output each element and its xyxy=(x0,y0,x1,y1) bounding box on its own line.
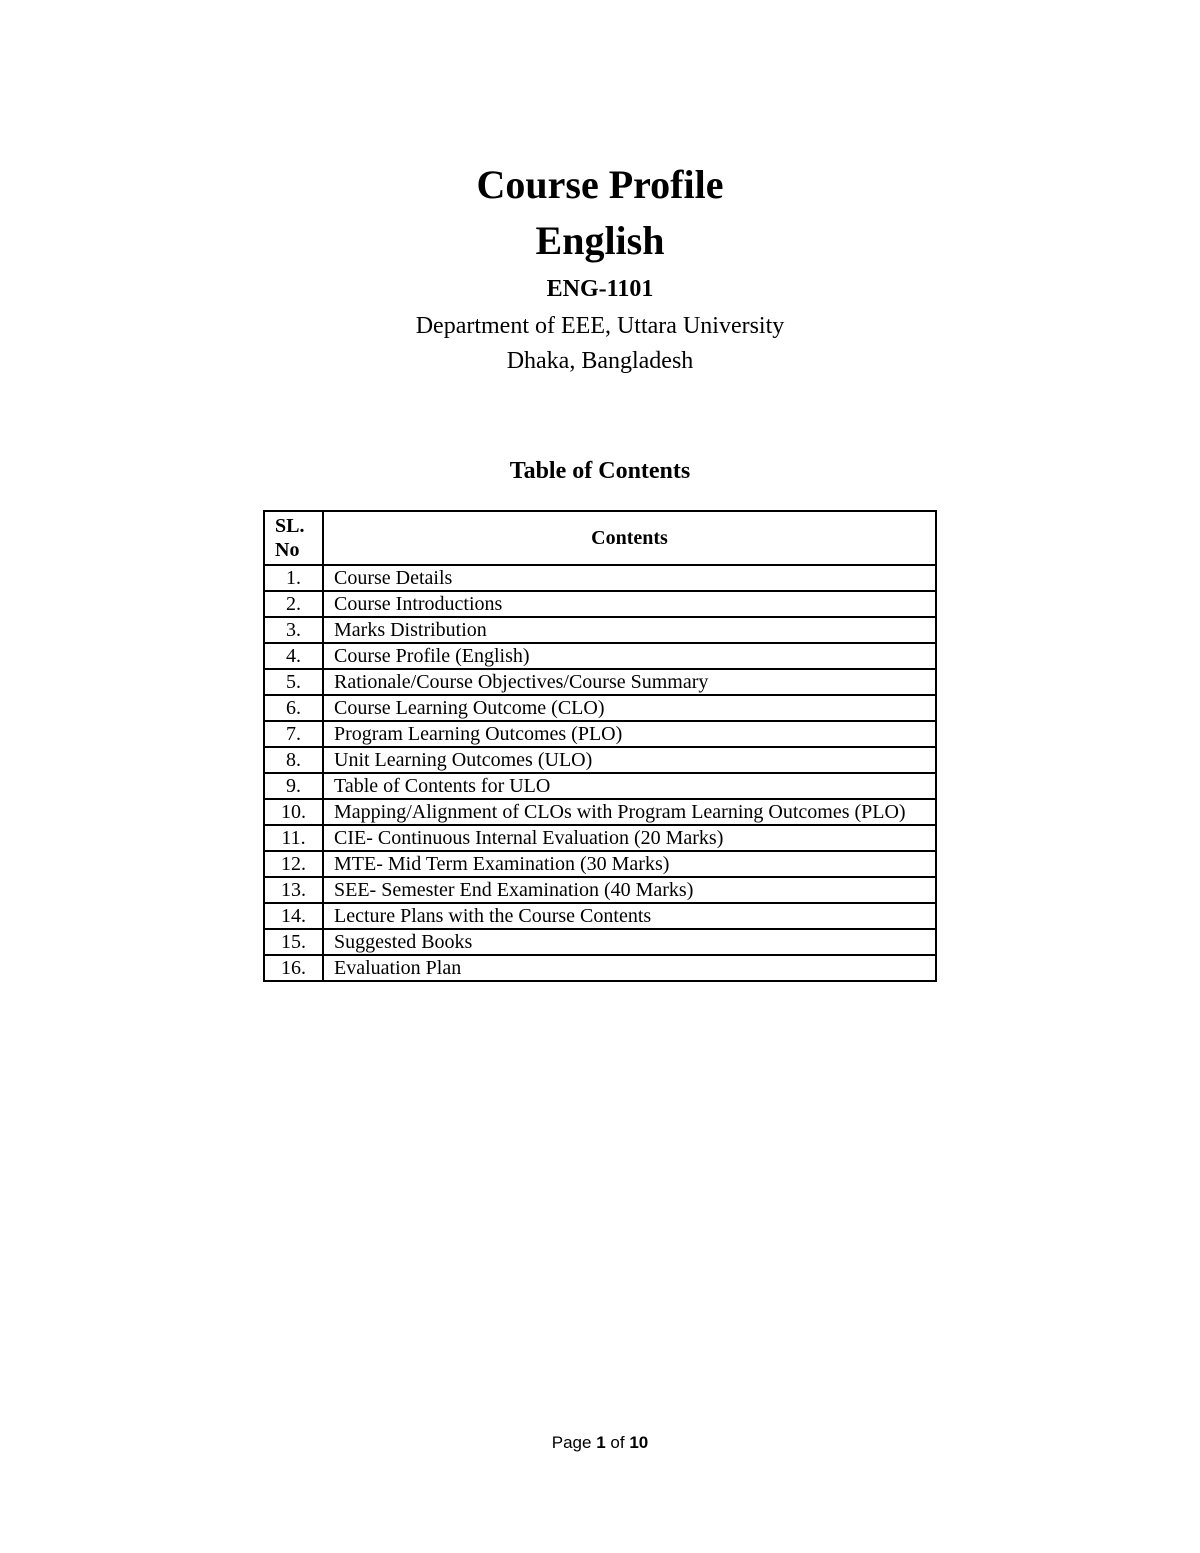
toc-row xyxy=(264,591,936,617)
toc-row-text: Rationale/Course Objectives/Course Summary xyxy=(323,669,936,695)
toc-row-sl: 6. xyxy=(264,695,323,721)
toc-row xyxy=(264,669,936,695)
footer-total-pages: 10 xyxy=(629,1433,649,1452)
toc-row-sl: 8. xyxy=(264,747,323,773)
toc-row xyxy=(264,877,936,903)
toc-row-text: Program Learning Outcomes (PLO) xyxy=(323,721,936,747)
toc-row xyxy=(264,565,936,591)
toc-row-text: Course Introductions xyxy=(323,591,936,617)
toc-heading: Table of Contents xyxy=(509,458,691,484)
toc-row-text: SEE- Semester End Examination (40 Marks) xyxy=(323,877,936,903)
toc-row-text: Course Profile (English) xyxy=(323,643,936,669)
course-code: ENG-1101 xyxy=(546,276,654,302)
toc-header-sl xyxy=(264,511,323,565)
document-subtitle: English xyxy=(535,218,665,263)
toc-row-text: Evaluation Plan xyxy=(323,955,936,981)
toc-header-sl-line1: SL. xyxy=(275,515,305,537)
toc-row-text: Suggested Books xyxy=(323,929,936,955)
footer-of-word: of xyxy=(610,1433,625,1452)
toc-row xyxy=(264,851,936,877)
toc-row-text: Course Learning Outcome (CLO) xyxy=(323,695,936,721)
page-footer xyxy=(0,1431,1200,1455)
toc-row xyxy=(264,617,936,643)
toc-row-text: CIE- Continuous Internal Evaluation (20 Marks) xyxy=(323,825,936,851)
toc-row-sl: 7. xyxy=(264,721,323,747)
toc-row-text: Table of Contents for ULO xyxy=(323,773,936,799)
toc-row-sl: 12. xyxy=(264,851,323,877)
toc-row-sl: 13. xyxy=(264,877,323,903)
toc-row xyxy=(264,903,936,929)
toc-table xyxy=(263,510,937,982)
toc-row xyxy=(264,929,936,955)
location-line: Dhaka, Bangladesh xyxy=(506,348,694,374)
toc-row-text: Lecture Plans with the Course Contents xyxy=(323,903,936,929)
toc-row-text: Mapping/Alignment of CLOs with Program Learning Outcomes (PLO) xyxy=(323,799,936,825)
toc-row-sl: 14. xyxy=(264,903,323,929)
footer-page-word: Page xyxy=(551,1433,592,1452)
toc-row-sl: 4. xyxy=(264,643,323,669)
toc-row-sl: 15. xyxy=(264,929,323,955)
toc-body xyxy=(264,565,936,981)
toc-row xyxy=(264,955,936,981)
document-title: Course Profile xyxy=(476,162,724,207)
toc-row xyxy=(264,747,936,773)
toc-row-text: Course Details xyxy=(323,565,936,591)
toc-row-text: MTE- Mid Term Examination (30 Marks) xyxy=(323,851,936,877)
toc-row-text: Marks Distribution xyxy=(323,617,936,643)
toc-row-sl: 5. xyxy=(264,669,323,695)
department-line: Department of EEE, Uttara University xyxy=(415,313,785,339)
toc-row-sl: 9. xyxy=(264,773,323,799)
toc-row xyxy=(264,773,936,799)
toc-row xyxy=(264,643,936,669)
toc-row xyxy=(264,721,936,747)
toc-header-sl-line2: No xyxy=(275,539,300,561)
toc-row xyxy=(264,695,936,721)
toc-row-sl: 16. xyxy=(264,955,323,981)
toc-row-sl: 11. xyxy=(264,825,323,851)
toc-row-text: Unit Learning Outcomes (ULO) xyxy=(323,747,936,773)
toc-row-sl: 1. xyxy=(264,565,323,591)
toc-header-row xyxy=(264,511,936,565)
toc-row xyxy=(264,825,936,851)
toc-row-sl: 10. xyxy=(264,799,323,825)
toc-row xyxy=(264,799,936,825)
toc-row-sl: 2. xyxy=(264,591,323,617)
footer-current-page: 1 xyxy=(596,1433,606,1452)
toc-header-contents: Contents xyxy=(323,511,936,565)
toc-row-sl: 3. xyxy=(264,617,323,643)
